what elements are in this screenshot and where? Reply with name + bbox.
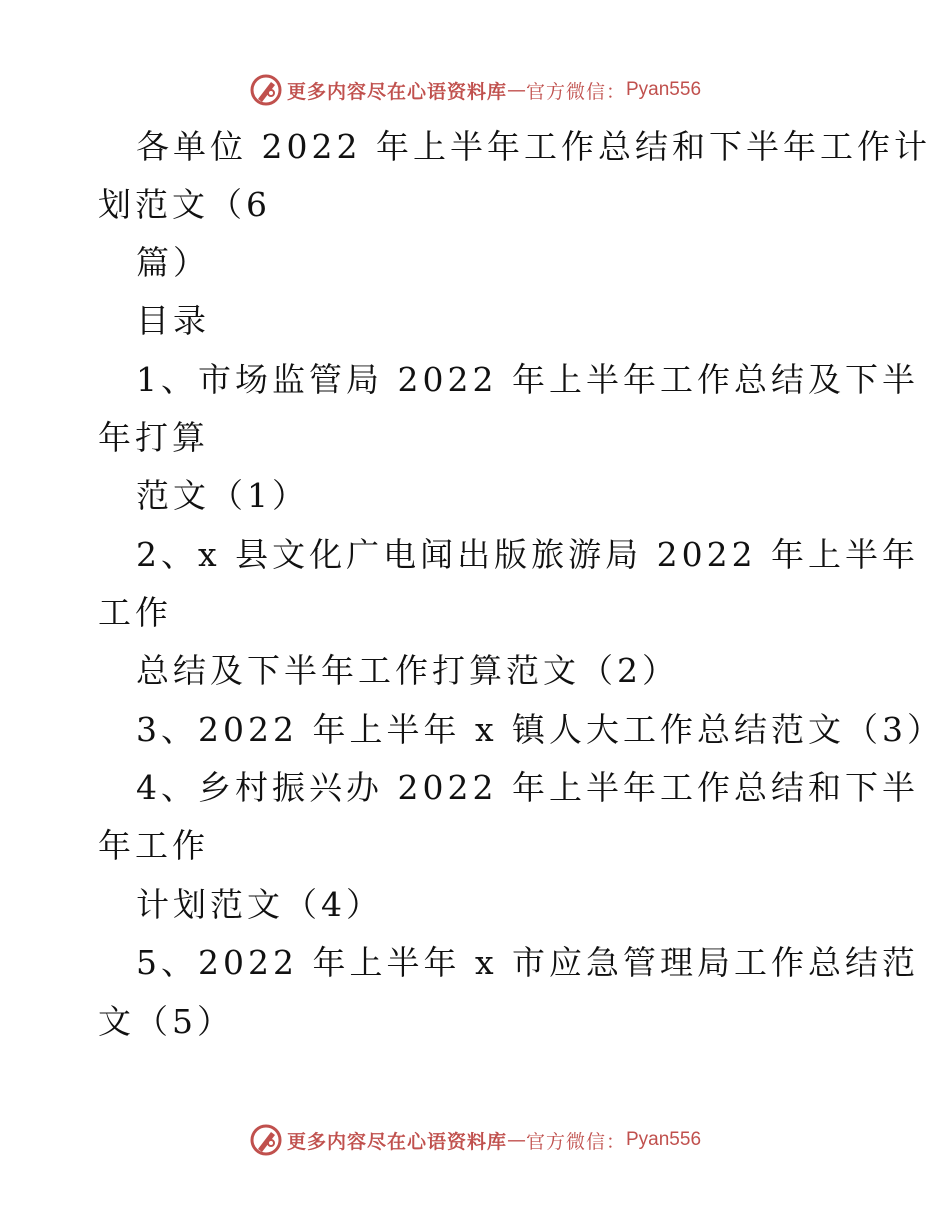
banner-brand-text: 更多内容尽在心语资料库 [286, 80, 507, 103]
toc-item-2-line-2: 工作 [98, 593, 172, 632]
toc-item-5-line-2: 文（5） [98, 1002, 234, 1041]
doc-title-line-1: 各单位 2022 年上半年工作总结和下半年工作计 [136, 127, 931, 166]
footer-banner [0, 1120, 950, 1160]
header-banner [0, 70, 950, 110]
banner-wechat-id: Pyan556 [626, 1129, 702, 1150]
pen-circle-icon [249, 73, 283, 107]
toc-heading: 目录 [136, 301, 210, 340]
toc-item-3: 3、2022 年上半年 x 镇人大工作总结范文（3） [136, 710, 945, 749]
toc-item-1-line-1: 1、市场监管局 2022 年上半年工作总结及下半 [136, 360, 919, 399]
toc-item-1-line-3: 范文（1） [136, 476, 309, 515]
banner-dash: — [506, 1129, 526, 1151]
pen-circle-icon [249, 1123, 283, 1157]
toc-item-4-line-2: 年工作 [98, 826, 209, 865]
toc-item-4-line-3: 计划范文（4） [136, 885, 383, 924]
toc-item-2-line-1: 2、x 县文化广电闻出版旅游局 2022 年上半年 [136, 535, 920, 574]
doc-title-line-2: 划范文（6 [98, 185, 271, 224]
toc-item-1-line-2: 年打算 [98, 418, 209, 457]
banner-wechat-id: Pyan556 [626, 79, 702, 100]
banner-brand-text: 更多内容尽在心语资料库 [286, 1130, 507, 1153]
banner-wechat-label: 官方微信： [525, 1130, 626, 1153]
doc-title-line-3: 篇） [136, 243, 210, 282]
banner-dash: — [506, 79, 526, 101]
toc-item-2-line-3: 总结及下半年工作打算范文（2） [136, 651, 679, 690]
banner-wechat-label: 官方微信： [525, 80, 626, 103]
toc-item-4-line-1: 4、乡村振兴办 2022 年上半年工作总结和下半 [136, 768, 919, 807]
toc-item-5-line-1: 5、2022 年上半年 x 市应急管理局工作总结范 [136, 943, 920, 982]
